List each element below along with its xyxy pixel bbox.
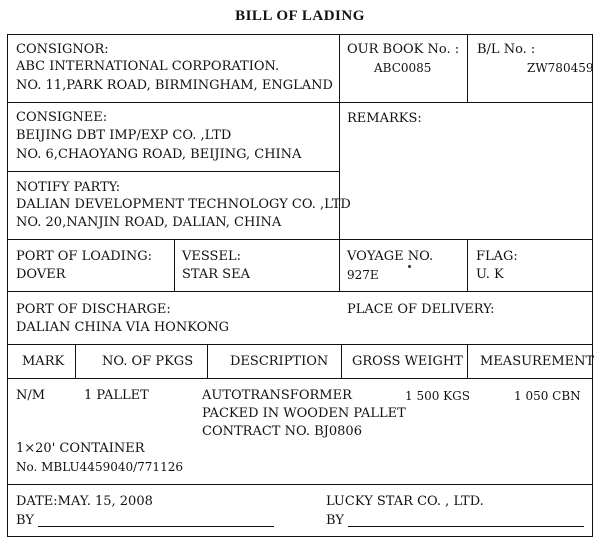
bl-no-label: B/L No. : bbox=[477, 42, 536, 57]
voyage-label: VOYAGE NO. bbox=[347, 249, 434, 264]
cargo-description-line-2: PACKED IN WOODEN PALLET bbox=[202, 406, 406, 421]
notify-party-address: NO. 20,NANJIN ROAD, DALIAN, CHINA bbox=[16, 215, 282, 230]
vessel-label: VESSEL: bbox=[182, 249, 241, 264]
row-divider-discharge bbox=[7, 291, 593, 292]
port-of-loading-label: PORT OF LOADING: bbox=[16, 249, 152, 264]
cargo-container: 1×20' CONTAINER bbox=[16, 441, 145, 456]
signature-line-right bbox=[348, 526, 584, 527]
port-of-discharge-label: PORT OF DISCHARGE: bbox=[16, 302, 171, 317]
col-divider-mark bbox=[75, 344, 76, 379]
row-divider-columns-bottom bbox=[7, 378, 593, 379]
voyage-value: 927E bbox=[347, 268, 379, 282]
row-divider-consignee bbox=[7, 102, 593, 103]
frame-left-border bbox=[7, 34, 8, 537]
flag-label: FLAG: bbox=[476, 249, 518, 264]
col-divider-main bbox=[339, 34, 340, 292]
col-divider-pkgs bbox=[207, 344, 208, 379]
scan-speck bbox=[408, 265, 411, 268]
signature-by-left: BY bbox=[16, 513, 34, 528]
consignor-address: NO. 11,PARK ROAD, BIRMINGHAM, ENGLAND bbox=[16, 78, 333, 93]
row-divider-columns-top bbox=[7, 344, 593, 345]
vessel-value: STAR SEA bbox=[182, 267, 250, 282]
col-divider-voyage-flag bbox=[467, 239, 468, 292]
our-book-value: ABC0085 bbox=[374, 61, 432, 75]
cargo-measurement: 1 050 CBN bbox=[514, 389, 581, 403]
consignee-name: BEIJING DBT IMP/EXP CO. ,LTD bbox=[16, 128, 232, 143]
consignor-name: ABC INTERNATIONAL CORPORATION. bbox=[16, 59, 280, 74]
frame-bottom-border bbox=[7, 536, 593, 537]
notify-party-label: NOTIFY PARTY: bbox=[16, 180, 121, 195]
column-header-pkgs: NO. OF PKGS bbox=[102, 354, 194, 369]
port-of-loading-value: DOVER bbox=[16, 267, 66, 282]
col-divider-loading-vessel bbox=[174, 239, 175, 292]
col-divider-weight bbox=[467, 344, 468, 379]
bl-no-value: ZW780459 bbox=[527, 61, 594, 75]
column-header-gross-weight: GROSS WEIGHT bbox=[352, 354, 463, 369]
consignor-label: CONSIGNOR: bbox=[16, 42, 109, 57]
cargo-description-line-3: CONTRACT NO. BJ0806 bbox=[202, 424, 362, 439]
cargo-mark: N/M bbox=[16, 388, 46, 403]
cargo-container-number: No. MBLU4459040/771126 bbox=[16, 460, 183, 474]
consignee-address: NO. 6,CHAOYANG ROAD, BEIJING, CHINA bbox=[16, 147, 302, 162]
signature-line-left bbox=[38, 526, 274, 527]
column-header-description: DESCRIPTION bbox=[230, 354, 329, 369]
port-of-discharge-value: DALIAN CHINA VIA HONKONG bbox=[16, 320, 229, 335]
cargo-pkgs: 1 PALLET bbox=[84, 388, 149, 403]
frame-right-border bbox=[592, 34, 593, 537]
frame-top-border bbox=[7, 34, 593, 35]
column-header-measurement: MEASUREMENT bbox=[480, 354, 595, 369]
flag-value: U. K bbox=[476, 267, 504, 282]
col-divider-book-bl bbox=[467, 34, 468, 103]
carrier-company: LUCKY STAR CO. , LTD. bbox=[326, 494, 484, 509]
consignee-label: CONSIGNEE: bbox=[16, 110, 108, 125]
our-book-label: OUR BOOK No. : bbox=[347, 42, 460, 57]
document-title: BILL OF LADING bbox=[235, 8, 365, 24]
row-divider-loading bbox=[7, 239, 593, 240]
row-divider-footer bbox=[7, 484, 593, 485]
signature-by-right: BY bbox=[326, 513, 344, 528]
notify-party-name: DALIAN DEVELOPMENT TECHNOLOGY CO. ,LTD bbox=[16, 197, 351, 212]
cargo-gross-weight: 1 500 KGS bbox=[405, 389, 470, 403]
col-divider-description bbox=[341, 344, 342, 379]
remarks-label: REMARKS: bbox=[347, 111, 422, 126]
column-header-mark: MARK bbox=[22, 354, 65, 369]
cargo-description-line-1: AUTOTRANSFORMER bbox=[202, 388, 352, 403]
place-of-delivery-label: PLACE OF DELIVERY: bbox=[347, 302, 495, 317]
issue-date: DATE:MAY. 15, 2008 bbox=[16, 494, 153, 509]
row-divider-notify bbox=[7, 171, 340, 172]
